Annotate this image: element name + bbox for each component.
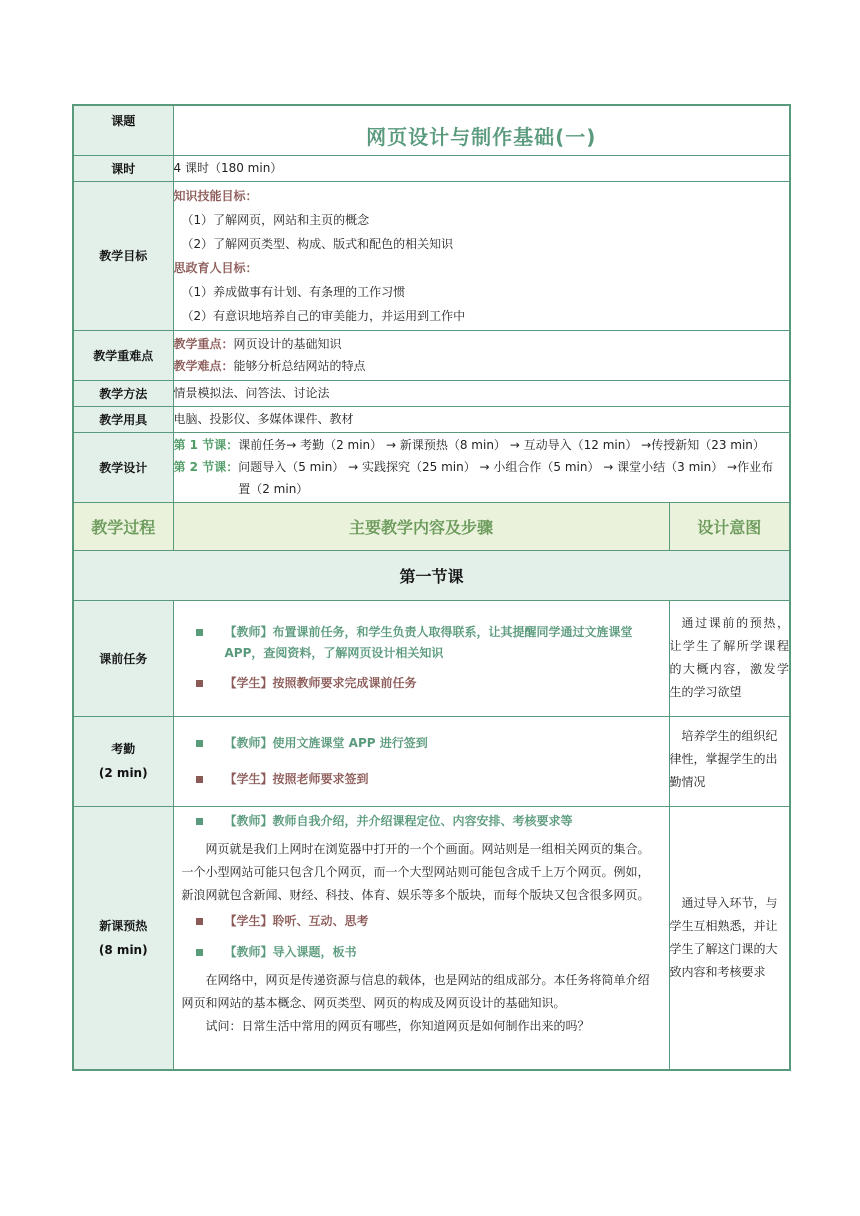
methods-label: 教学方法	[73, 380, 173, 406]
session2-text: 问题导入（5 min） → 实践探究（25 min） → 小组合作（5 min） → 课堂小结（3 min） →作业布置（2 min）	[238, 460, 774, 496]
student-item: 【学生】聆听、互动、思考	[174, 911, 669, 932]
bullet-icon	[196, 818, 203, 825]
preview-content	[173, 806, 669, 1070]
row-objectives	[73, 181, 790, 330]
row-design	[73, 432, 790, 502]
preview-intent: 通过导入环节，与学生互相熟悉，并让学生了解这门课的大致内容和考核要求	[669, 806, 790, 1070]
ideology-item: （1）养成做事有计划、有条理的工作习惯	[181, 284, 406, 299]
key-points-label: 教学重难点	[73, 330, 173, 380]
lesson-plan-table	[72, 104, 791, 1071]
key-points-content	[173, 330, 790, 380]
hours-value: 4 课时（180 min）	[173, 155, 790, 181]
session2-label: 第 2 节课：	[173, 460, 239, 474]
hours-label: 课时	[73, 155, 173, 181]
design-content	[173, 432, 790, 502]
preview-paragraph: 在网络中，网页是传递资源与信息的载体，也是网站的组成部分。本任务将简单介绍网页和网站的基本概念、网页类型、网页的构成及网页设计的基础知识。	[181, 972, 650, 1010]
row-hours	[73, 155, 790, 181]
teacher-item: 【教师】教师自我介绍，并介绍课程定位、内容安排、考核要求等	[174, 811, 669, 832]
tools-label: 教学用具	[73, 406, 173, 432]
methods-value: 情景模拟法、问答法、讨论法	[173, 380, 790, 406]
row-key-points	[73, 330, 790, 380]
student-item: 【学生】按照教师要求完成课前任务	[174, 673, 661, 694]
preview-time: (8 min)	[98, 942, 148, 957]
bullet-icon	[196, 629, 203, 636]
pre-task-content	[173, 600, 669, 716]
knowledge-item: （2）了解网页类型、构成、版式和配色的相关知识	[181, 236, 454, 251]
row-pre-task	[73, 600, 790, 716]
row-tools	[73, 406, 790, 432]
bullet-icon	[196, 918, 203, 925]
topic-label: 课题	[73, 105, 173, 155]
attendance-label-cell	[73, 716, 173, 806]
row-preview	[73, 806, 790, 1070]
preview-question: 试问：日常生活中常用的网页有哪些，你知道网页是如何制作出来的吗？	[205, 1018, 590, 1033]
row-topic	[73, 105, 790, 155]
lesson-plan	[72, 104, 789, 1071]
design-label: 教学设计	[73, 432, 173, 502]
process-header-row	[73, 502, 790, 550]
attendance-intent: 培养学生的组织纪律性，掌握学生的出勤情况	[669, 716, 790, 806]
preview-label-cell	[73, 806, 173, 1070]
process-header-col1: 教学过程	[73, 502, 173, 550]
student-item: 【学生】按照老师要求签到	[174, 769, 661, 790]
bullet-icon	[196, 776, 203, 783]
knowledge-heading: 知识技能目标：	[173, 188, 258, 203]
bullet-icon	[196, 680, 203, 687]
attendance-label: 考勤	[111, 742, 136, 756]
objectives-content	[173, 181, 790, 330]
difficult-text: 能够分析总结网站的特点	[233, 359, 366, 373]
row-methods	[73, 380, 790, 406]
teacher-item: 【教师】导入课题，板书	[174, 942, 669, 963]
session1-text: 课前任务→ 考勤（2 min） → 新课预热（8 min） → 互动导入（12 min） →传授新知（23 min）	[238, 438, 765, 452]
row-attendance	[73, 716, 790, 806]
process-header-col3: 设计意图	[669, 502, 790, 550]
bullet-icon	[196, 949, 203, 956]
section-row	[73, 550, 790, 600]
attendance-content	[173, 716, 669, 806]
ideology-heading: 思政育人目标：	[173, 260, 258, 275]
key-label: 教学重点：	[173, 337, 234, 351]
teacher-item: 【教师】布置课前任务，和学生负责人取得联系，让其提醒同学通过文旌课堂 APP，查阅资料，了解网页设计相关知识	[174, 622, 661, 664]
teacher-item: 【教师】使用文旌课堂 APP 进行签到	[174, 733, 661, 754]
difficult-label: 教学难点：	[173, 359, 234, 373]
pre-task-label: 课前任务	[73, 600, 173, 716]
objectives-label: 教学目标	[73, 181, 173, 330]
ideology-item: （2）有意识地培养自己的审美能力，并运用到工作中	[181, 308, 466, 323]
page-title: 网页设计与制作基础(一)	[173, 105, 790, 155]
pre-task-intent: 通过课前的预热，让学生了解所学课程的大概内容，激发学生的学习欲望	[669, 600, 790, 716]
attendance-time: (2 min)	[98, 766, 148, 780]
key-text: 网页设计的基础知识	[233, 337, 342, 351]
process-header-col2: 主要教学内容及步骤	[173, 502, 669, 550]
tools-value: 电脑、投影仪、多媒体课件、教材	[173, 406, 790, 432]
preview-paragraph: 网页就是我们上网时在浏览器中打开的一个个画面。网站则是一组相关网页的集合。一个小型网站可能只包含几个网页，而一个大型网站则可能包含成千上万个网页。例如，新浪网就包含新闻、财经、科技、体育、娱乐等多个版块，而每个版块又包含很多网页。	[181, 841, 650, 902]
section-title: 第一节课	[73, 550, 790, 600]
session1-label: 第 1 节课：	[173, 438, 239, 452]
knowledge-item: （1）了解网页，网站和主页的概念	[181, 212, 370, 227]
preview-label: 新课预热	[99, 918, 148, 933]
bullet-icon	[196, 740, 203, 747]
